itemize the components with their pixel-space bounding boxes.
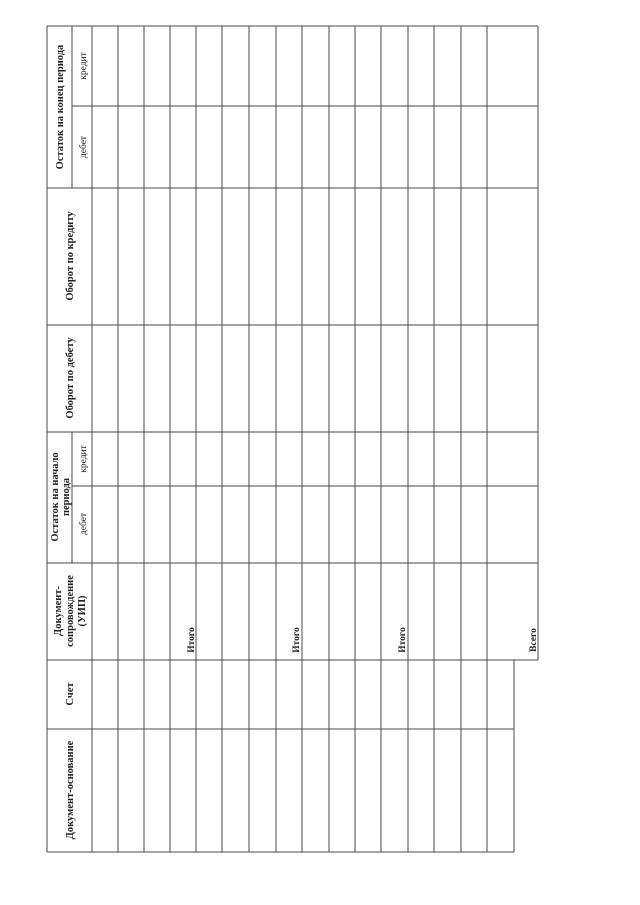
table-header xyxy=(50,44,89,839)
subtotal-label-1: Итого xyxy=(187,627,197,653)
header-accompanying-document-l1: Документ- xyxy=(53,585,64,637)
subtotal-label-3: Итого xyxy=(398,627,408,653)
header-opening-balance-l1: Остаток на начало xyxy=(50,452,61,542)
header-closing-credit: кредит xyxy=(79,52,89,80)
subtotal-label-2: Итого xyxy=(292,627,302,653)
grand-total-label: Всего xyxy=(529,628,539,652)
header-credit-turnover: Оборот по кредиту xyxy=(65,211,76,301)
header-debit-turnover: Оборот по дебету xyxy=(65,337,76,419)
header-account: Счет xyxy=(65,682,76,706)
header-opening-debit: дебет xyxy=(79,512,89,536)
header-accompanying-document-l2: сопровождение xyxy=(65,575,76,647)
header-closing-balance: Остаток на конец периода xyxy=(55,44,66,170)
header-opening-credit: кредит xyxy=(79,445,89,473)
header-basis-document: Документ-основание xyxy=(65,740,76,840)
header-opening-balance-l2: периода xyxy=(61,477,72,517)
header-accompanying-document-l3: (УИП) xyxy=(77,595,88,627)
header-closing-debit: дебет xyxy=(79,135,89,159)
table-body xyxy=(187,627,539,653)
table-grid xyxy=(47,26,538,852)
